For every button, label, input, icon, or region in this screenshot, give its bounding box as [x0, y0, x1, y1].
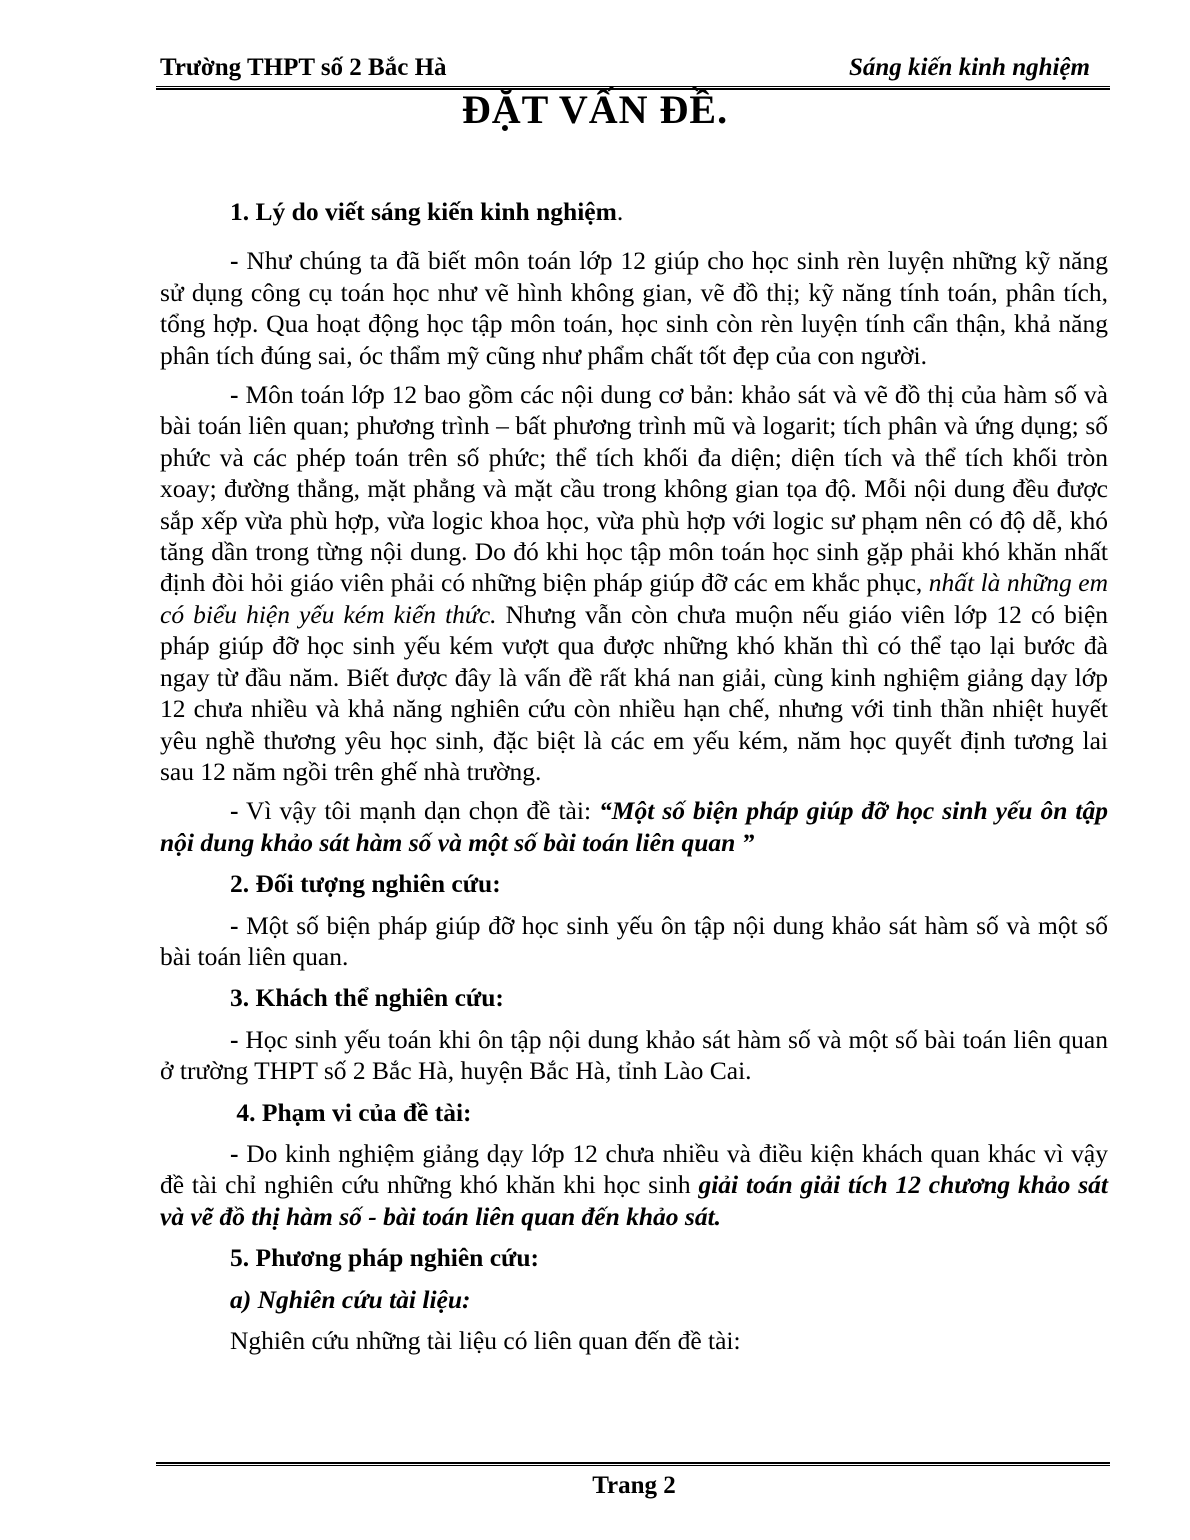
page-title: ĐẶT VẤN ĐỀ. — [461, 87, 729, 132]
section-5a-paragraph: Nghiên cứu những tài liệu có liên quan đến đề tài: — [230, 1326, 741, 1355]
section-4-heading: 4. Phạm vi của đề tài: — [230, 1097, 472, 1127]
section-2-heading: 2. Đối tượng nghiên cứu: — [230, 869, 501, 899]
section-1-paragraph-2: - Môn toán lớp 12 bao gồm các nội dung cơ bản: khảo sát và vẽ đồ thị của hàm số và bài toán liên quan; phương trình – bất phương trình mũ và logarit; tích phân và ứng dụng; số phức và các phép toán trên số phức; thể tích khối đa diện; diện tích và thể tích khối tròn xoay; đường thẳng, mặt phẳng và mặt cầu trong không gian tọa độ. Mỗi nội dung đều được sắp xếp vừa phù hợp, vừa logic khoa học, vừa phù hợp với logic sư phạm nên có độ dễ, khó tăng dần trong từng nội dung. Do đó khi học tập môn toán học sinh gặp phải khó khăn nhất định đòi hỏi giáo viên phải có những biện pháp giúp đỡ các em khắc phục, nhất là những em có biểu hiện yếu kém kiến thức. Nhưng vẫn còn chưa muộn nếu giáo viên lớp 12 có biện pháp giúp đỡ học sinh yếu kém vượt qua được những khó khăn thì có thể tạo lại bước đà ngay từ đầu năm. Biết được đây là vấn đề rất khá nan giải, cùng kinh nghiệm giảng dạy lớp 12 chưa nhiều và khả năng nghiên cứu còn nhiều hạn chế, nhưng với tinh thần nhiệt huyết yêu nghề thương yêu học sinh, đặc biệt là các em yếu kém, năm học quyết định tương lai sau 12 năm ngồi trên ghế nhà trường. — [160, 380, 1109, 786]
footer-divider — [156, 1462, 1110, 1466]
section-5a-heading: a) Nghiên cứu tài liệu: — [230, 1284, 471, 1314]
section-5-heading: 5. Phương pháp nghiên cứu: — [230, 1243, 540, 1273]
document-body — [160, 196, 1108, 1356]
section-1-paragraph-1: - Như chúng ta đã biết môn toán lớp 12 giúp cho học sinh rèn luyện những kỹ năng sử dụng công cụ toán học như vẽ hình không gian, vẽ đồ thị; kỹ năng tính toán, phân tích, tổng hợp. Qua hoạt động học tập môn toán, học sinh còn rèn luyện tính cẩn thận, khả năng phân tích đúng sai, óc thẩm mỹ cũng như phẩm chất tốt đẹp của con người. — [160, 246, 1108, 370]
section-2-paragraph: - Một số biện pháp giúp đỡ học sinh yếu ôn tập nội dung khảo sát hàm số và một số bài toán liên quan. — [160, 910, 1108, 971]
page-number: Trang 2 — [592, 1472, 676, 1499]
section-1-paragraph-3: - Vì vậy tôi mạnh dạn chọn đề tài: “Một số biện pháp giúp đỡ học sinh yếu ôn tập nội dung khảo sát hàm số và một số bài toán liên quan ” — [160, 796, 1108, 857]
document-type: Sáng kiến kinh nghiệm — [848, 54, 1090, 81]
section-3-paragraph: - Học sinh yếu toán khi ôn tập nội dung khảo sát hàm số và một số bài toán liên quan ở trường THPT số 2 Bắc Hà, huyện Bắc Hà, tỉnh Lào Cai. — [160, 1024, 1108, 1086]
page-header — [160, 54, 1108, 86]
section-3-heading: 3. Khách thể nghiên cứu: — [230, 983, 504, 1013]
school-name: Trường THPT số 2 Bắc Hà — [160, 54, 447, 81]
section-1-heading: 1. Lý do viết sáng kiến kinh nghiệm. — [230, 197, 624, 226]
section-4-paragraph: - Do kinh nghiệm giảng dạy lớp 12 chưa nhiều và điều kiện khách quan khác vì vậy đề tài chỉ nghiên cứu những khó khăn khi học sinh giải toán giải tích 12 chương khảo sát và vẽ đồ thị hàm số - bài toán liên quan đến khảo sát. — [160, 1138, 1108, 1231]
